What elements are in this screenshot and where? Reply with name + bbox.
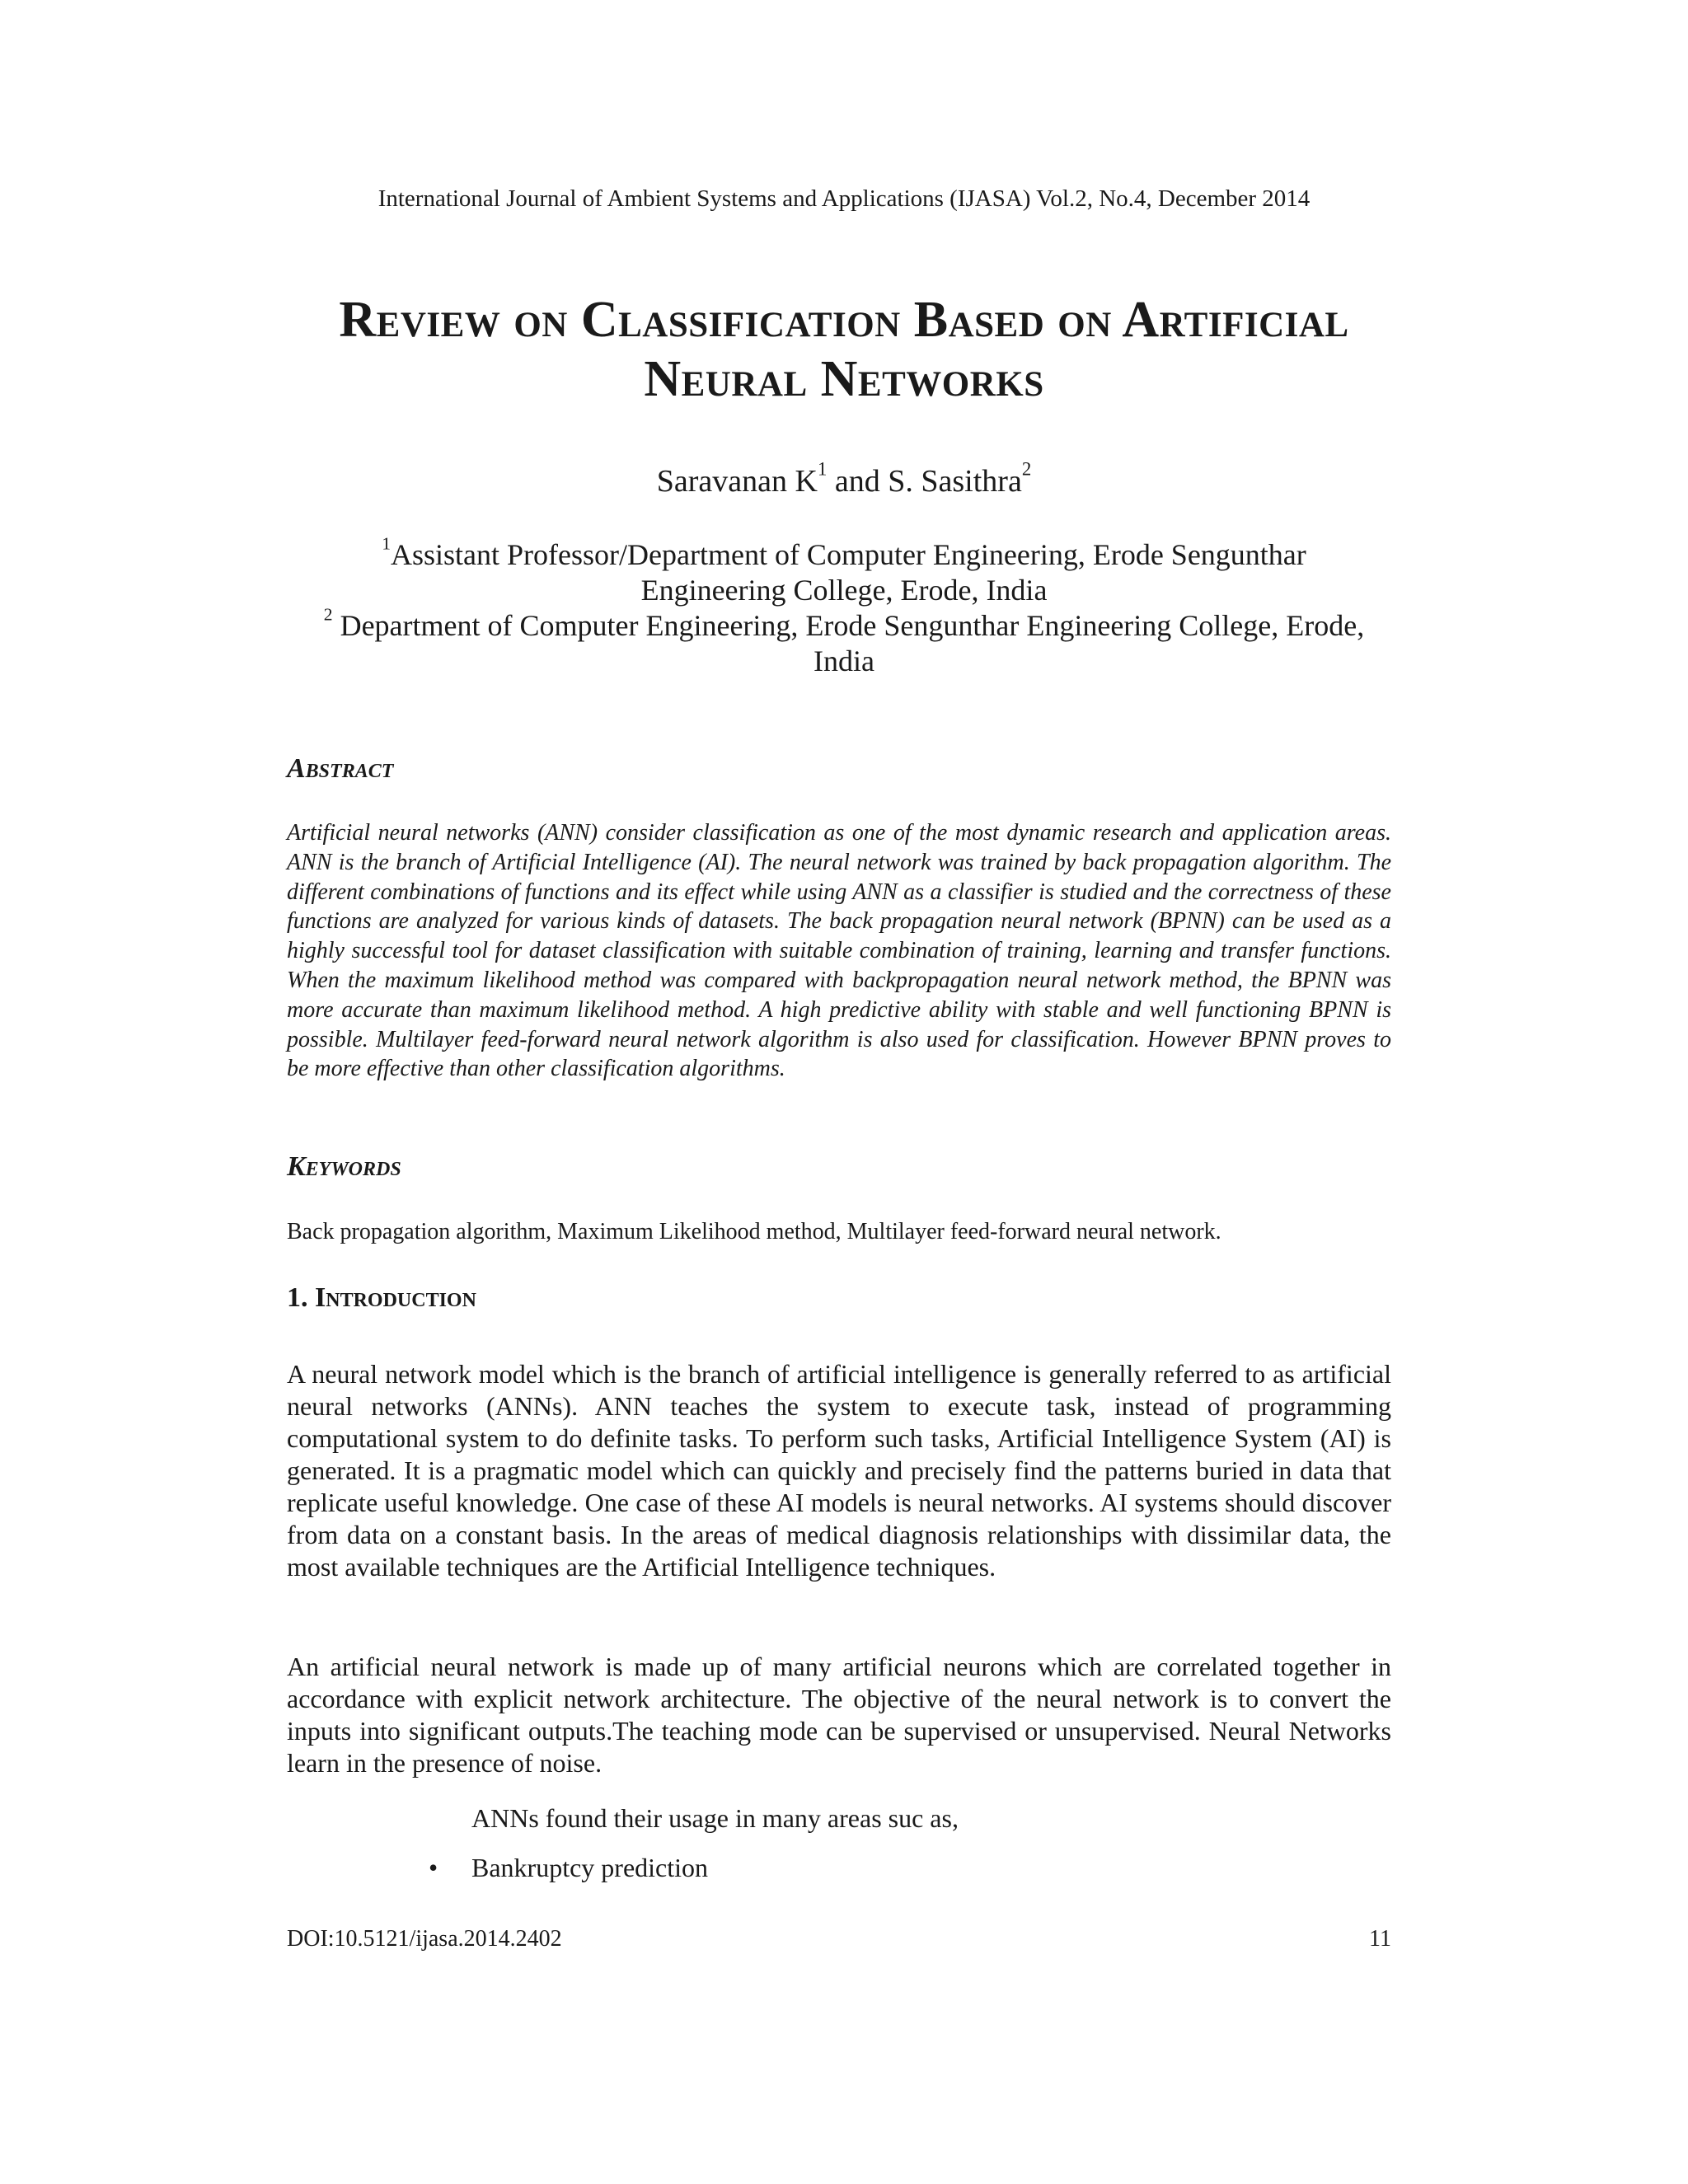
author-1: Saravanan K: [656, 464, 818, 499]
bullet-item-bankruptcy: Bankruptcy prediction: [471, 1853, 709, 1882]
affiliation-2-text: Department of Computer Engineering, Erode Sengunthar Engineering College, Erode,: [332, 609, 1365, 642]
affiliation-2-line-1: [0, 604, 1688, 644]
introduction-paragraph-1: A neural network model which is the branch of artificial intelligence is generally referred to as artificial neural networks (ANNs). ANN teaches the system to execute task, instead of programming computational system to do definite tasks. To perform such tasks, Artificial Intelligence System (AI) is generated. It is a pragmatic model which can quickly and precisely find the patterns buried in data that replicate useful knowledge. One case of these AI models is neural networks. AI systems should discover from data on a constant basis. In the areas of medical diagnosis relationships with dissimilar data, the most available techniques are the Artificial Intelligence techniques.: [287, 1359, 1391, 1582]
footer-doi: DOI:10.5121/ijasa.2014.2402: [287, 1926, 562, 1952]
page-number: 11: [1369, 1926, 1391, 1952]
affiliations: [0, 533, 1688, 679]
affiliation-1-mark: 1: [382, 533, 392, 554]
paper-title: [0, 290, 1688, 409]
author-2: S. Sasithra: [888, 464, 1022, 499]
affiliation-2-line-2: India: [814, 644, 874, 677]
author-1-affil-mark: 1: [817, 458, 828, 480]
title-line-1: Review on Classification Based on Artificial: [339, 292, 1349, 348]
affiliation-1-text: Assistant Professor/Department of Computer Engineering, Erode Sengunthar: [391, 538, 1306, 571]
affiliation-1-line-1: [0, 533, 1688, 573]
bullet-marker: •: [429, 1853, 438, 1882]
affiliation-1-line-2: Engineering College, Erode, India: [640, 574, 1048, 607]
usage-intro: ANNs found their usage in many areas suc as,: [471, 1803, 959, 1833]
abstract-heading: Abstract: [287, 753, 394, 784]
title-line-2: Neural Networks: [644, 351, 1044, 407]
keywords-text: Back propagation algorithm, Maximum Likelihood method, Multilayer feed-forward neural network.: [287, 1219, 1221, 1244]
author-connector: and: [827, 464, 889, 499]
introduction-paragraph-2: An artificial neural network is made up of many artificial neurons which are correlated together in accordance with explicit network architecture. The objective of the neural network is to convert the inputs into significant outputs.The teaching mode can be supervised or unsupervised. Neural Networks learn in the presence of noise.: [287, 1652, 1391, 1778]
affiliation-2-mark: 2: [323, 604, 333, 625]
running-head: International Journal of Ambient Systems and Applications (IJASA) Vol.2, No.4, December 2014: [377, 185, 1311, 212]
keywords-heading: Keywords: [287, 1151, 401, 1182]
author-2-affil-mark: 2: [1021, 458, 1032, 480]
introduction-heading: 1. Introduction: [287, 1282, 476, 1313]
author-list: [0, 458, 1688, 501]
abstract-text: Artificial neural networks (ANN) consider classification as one of the most dynamic research and application areas. ANN is the branch of Artificial Intelligence (AI). The neural network was trained by back propagation algorithm. The different combinations of functions and its effect while using ANN as a classifier is studied and the correctness of these functions are analyzed for various kinds of datasets. The back propagation neural network (BPNN) can be used as a highly successful tool for dataset classification with suitable combination of training, learning and transfer functions. When the maximum likelihood method was compared with backpropagation neural network method, the BPNN was more accurate than maximum likelihood method. A high predictive ability with stable and well functioning BPNN is possible. Multilayer feed-forward neural network algorithm is also used for classification. However BPNN proves to be more effective than other classification algorithms.: [287, 820, 1391, 1082]
